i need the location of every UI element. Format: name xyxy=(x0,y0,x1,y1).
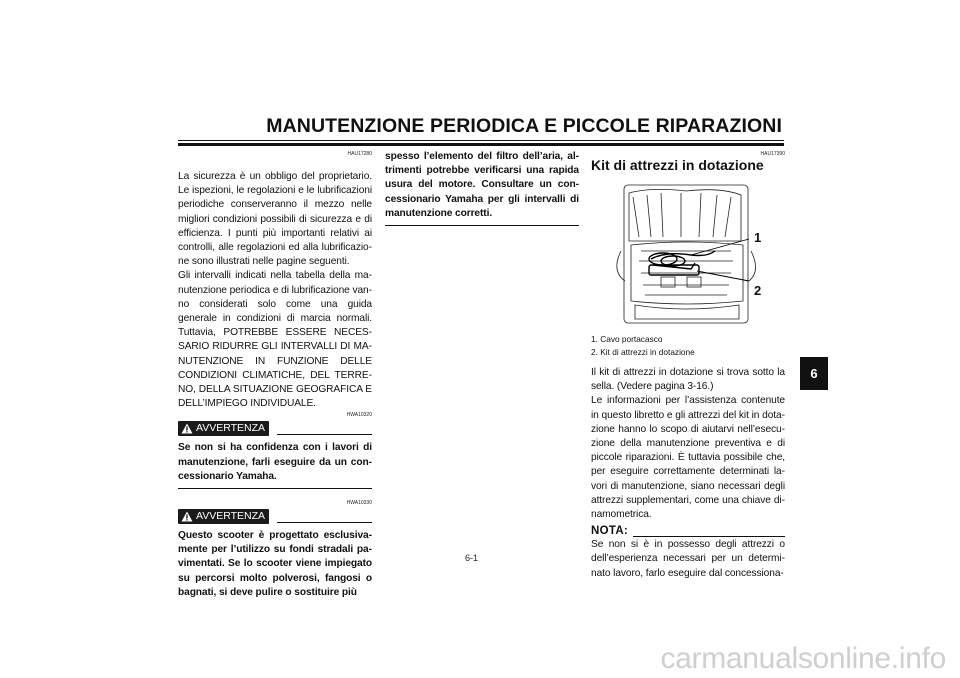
warning-code: HWA10320 xyxy=(346,412,372,419)
page-number: 6-1 xyxy=(465,553,479,563)
warning-continued-text: spesso l’elemento del filtro dell’aria, altrimenti potrebbe verificarsi una rapida usura del motore. Consultare un concessionario Yamaha per gli intervalli di manutenzione corretti. xyxy=(385,151,579,219)
warning-badge xyxy=(178,509,269,524)
under-seat-drawing xyxy=(591,181,776,327)
title-rule xyxy=(178,140,784,141)
warning-label: AVVERTENZA xyxy=(196,510,266,523)
warning-triangle-icon xyxy=(181,423,193,434)
callout-1: 1 xyxy=(754,230,762,245)
reference-code: HAU17390 xyxy=(760,151,785,157)
warning-end-rule xyxy=(178,488,372,489)
note-rule xyxy=(633,536,785,537)
intro-paragraph: La sicurezza è un obbligo del proprietario. Le ispezioni, le regolazioni e le lubrificazioni periodiche conserveranno il mezzo nelle migliori condizioni possibili di sicurezza e di efficienza. I punti più importanti relativi ai controlli, alle regolazioni ed alla lubrificazione sono illustrati nelle pagine seguenti. xyxy=(178,171,372,268)
warning-text: Questo scooter è progettato esclusivamente per l’utilizzo su fondi stradali pavimentati. Se lo scooter viene impiegato su percorsi molto polverosi, fangosi o bagnati, si deve pulire o sostituire più xyxy=(178,530,372,598)
page-title: MANUTENZIONE PERIODICA E PICCOLE RIPARAZIONI xyxy=(266,115,782,137)
warning-triangle-icon xyxy=(181,511,193,522)
callout-2: 2 xyxy=(754,283,762,298)
warning-header xyxy=(178,421,372,436)
warning-text: Se non si ha confidenza con i lavori di manutenzione, farli eseguire da un concessionario Yamaha. xyxy=(178,442,372,482)
warning-header xyxy=(178,509,372,524)
warning-badge xyxy=(178,421,269,436)
column-3 xyxy=(591,150,785,581)
note-label: NOTA: xyxy=(591,525,629,538)
location-paragraph: Il kit di attrezzi in dotazione si trova sotto la sella. (Vedere pagina 3-16.) xyxy=(591,367,785,393)
intervals-paragraph: Gli intervalli indicati nella tabella della manutenzione periodica e di lubrificazione vanno considerati solo come una guida generale in condizioni di marcia normali. Tuttavia, POTREBBE ESSERE NECESSARIO RIDURRE GLI INTERVALLI DI MANUTENZIONE IN FUNZIONE DELLE CONDIZIONI CLIMATICHE, DEL TERRENO, DELLA SITUAZIONE GEOGRAFICA E DELL’IMPIEGO INDIVIDUALE. xyxy=(178,270,372,410)
watermark: carmanualsonline.info xyxy=(660,642,946,675)
figure-caption xyxy=(591,333,785,358)
note-text: Se non si è in possesso degli attrezzi o dell’esperienza necessari per un determinato lavoro, farlo eseguire dal concessiona- xyxy=(591,539,785,579)
caption-item: 1. Cavo portacasco xyxy=(591,334,663,344)
warning-code: HWA10330 xyxy=(346,500,372,507)
warning-rule xyxy=(277,434,372,435)
tool-kit-illustration xyxy=(591,181,776,327)
section-title: Kit di attrezzi in dotazione xyxy=(591,157,764,173)
column-1 xyxy=(178,150,372,600)
note-header xyxy=(591,525,785,537)
info-paragraph: Le informazioni per l’assistenza contenute in questo libretto e gli attrezzi del kit in dotazione hanno lo scopo di aiutarvi nell’esecuzione della manutenzione preventiva e di piccole riparazioni. È tuttavia possibile che, per eseguire correttamente determinati lavori di manutenzione, siano necessari degli attrezzi supplementari, come una chiave dinamometrica. xyxy=(591,395,785,521)
column-2 xyxy=(385,150,579,226)
warning-label: AVVERTENZA xyxy=(196,422,266,435)
title-rule-thick xyxy=(178,143,784,146)
reference-code: HAU17280 xyxy=(347,151,372,157)
chapter-tab: 6 xyxy=(800,357,828,390)
warning-end-rule xyxy=(385,225,579,226)
caption-item: 2. Kit di attrezzi in dotazione xyxy=(591,346,695,357)
warning-rule xyxy=(277,522,372,523)
